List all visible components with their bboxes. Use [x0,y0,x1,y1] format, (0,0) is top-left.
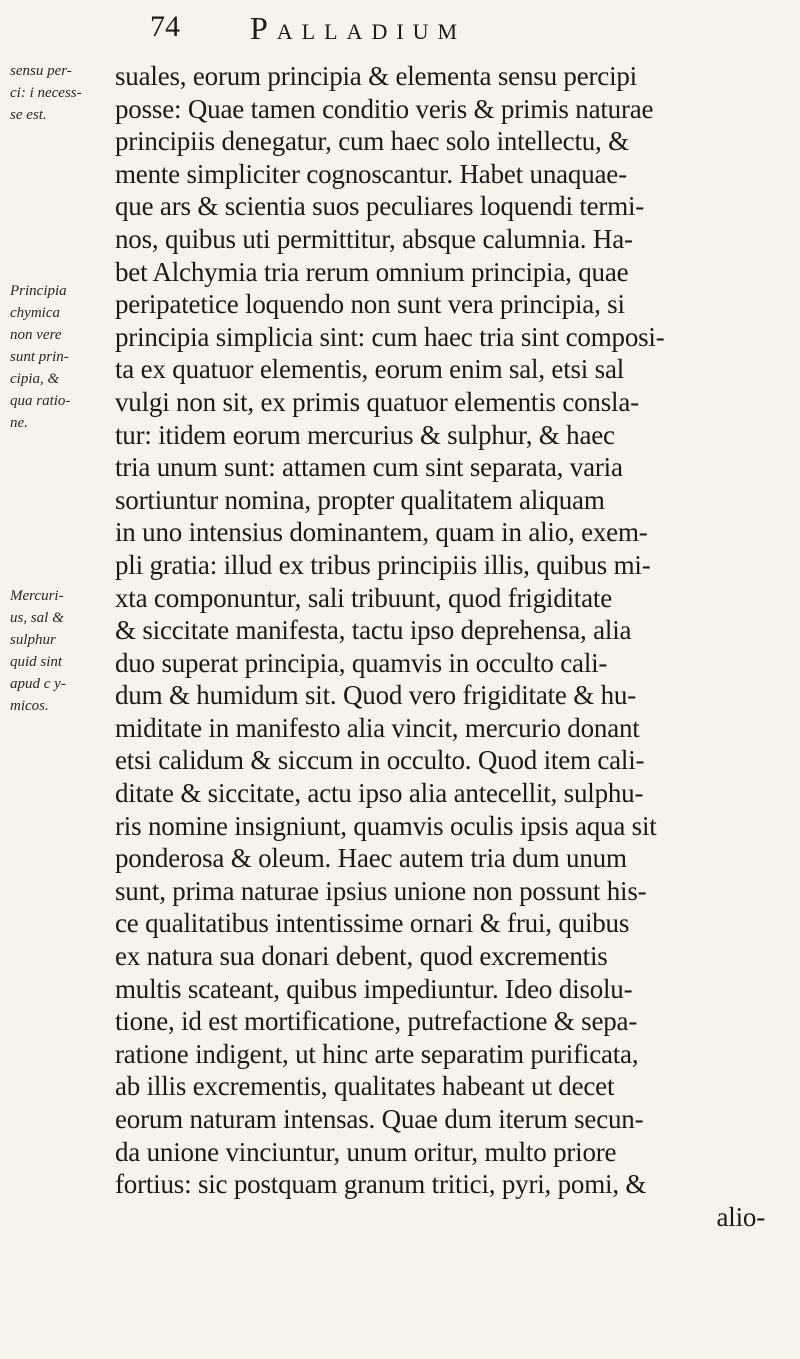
text-line: sortiuntur nomina, propter qualitatem aliquam [115,484,605,515]
running-title: Palladium [250,10,467,46]
margin-note-line: non vere [10,327,62,343]
text-line: ponderosa & oleum. Haec autem tria dum unum [115,843,627,874]
margin-note-mercurius [10,585,95,717]
text-line: tione, id est mortificatione, putrefactione & sepa- [115,1006,638,1037]
text-line: miditate in manifesto alia vincit, mercurio donant [115,712,640,743]
text-line: dum & humidum sit. Quod vero frigiditate & hu- [115,680,636,711]
margin-note-line: apud c y- [10,676,66,692]
text-line: in uno intensius dominantem, quam in alio, exem- [115,517,648,548]
text-line: nos, quibus uti permittitur, absque calumnia. Ha- [115,223,633,254]
margin-note-sensu [10,60,95,126]
margin-note-line: quid sint [10,654,63,670]
margin-note-line: ne. [10,415,28,431]
margin-note-principia [10,280,95,434]
text-line: duo superat principia, quamvis in occulto cali- [115,647,608,678]
text-line: ta ex quatuor elementis, eorum enim sal, etsi sal [115,354,625,385]
margin-note-line: sulphur [10,632,56,648]
margin-note-line: cipia, & [10,371,60,387]
text-line: tur: itidem eorum mercurius & sulphur, & haec [115,419,615,450]
margin-note-line: sunt prin- [10,349,69,365]
text-line: bet Alchymia tria rerum omnium principia, quae [115,256,629,287]
page-header [150,10,790,50]
margin-note-line: sensu per- [10,63,72,79]
text-line: fortius: sic postquam granum tritici, pyri, pomi, & [115,1169,647,1200]
margin-note-line: ci: i necess- [10,85,82,101]
text-line: pli gratia: illud ex tribus principiis illis, quibus mi- [115,549,651,580]
text-line: & siccitate manifesta, tactu ipso deprehensa, alia [115,615,632,646]
text-line: suales, eorum principia & elementa sensu percipi [115,61,637,91]
text-line: peripatetice loquendo non sunt vera principia, si [115,289,625,320]
text-line: etsi calidum & siccum in occulto. Quod item cali- [115,745,645,776]
margin-note-line: Mercuri- [10,588,64,604]
text-line: mente simpliciter cognoscantur. Habet unaquae- [115,158,627,189]
text-line: ris nomine insigniunt, quamvis oculis ipsis aqua sit [115,810,657,841]
page-number: 74 [150,10,180,43]
margin-note-line: chymica [10,305,60,321]
margin-note-line: se est. [10,107,47,123]
text-line: ex natura sua donari debent, quod excrementis [115,941,608,972]
text-line: vulgi non sit, ex primis quatuor elementis consla- [115,386,639,417]
text-line: sunt, prima naturae ipsius unione non possunt his- [115,875,647,906]
text-line: ditate & siccitate, actu ipso alia antecellit, sulphu- [115,778,644,809]
text-line: principiis denegatur, cum haec solo intellectu, & [115,126,629,157]
text-line: ce qualitatibus intentissime ornari & frui, quibus [115,908,630,939]
text-line: que ars & scientia suos peculiares loquendi termi- [115,191,645,222]
catchword: alio- [716,1201,765,1232]
text-line: principia simplicia sint: cum haec tria sint composi- [115,321,665,352]
text-line: multis scateant, quibus impediuntur. Ideo disolu- [115,973,633,1004]
margin-note-line: qua ratio- [10,393,71,409]
text-line: xta componuntur, sali tribuunt, quod frigiditate [115,582,612,613]
text-line: ratione indigent, ut hinc arte separatim purificata, [115,1038,639,1069]
text-line: posse: Quae tamen conditio veris & primis naturae [115,93,654,124]
margin-note-line: Principia [10,283,67,299]
text-line: ab illis excrementis, qualitates habeant ut decet [115,1071,615,1102]
text-line: eorum naturam intensas. Quae dum iterum secun- [115,1104,644,1134]
margin-note-line: micos. [10,698,49,714]
text-line: da unione vinciuntur, unum oritur, multo priore [115,1136,617,1167]
margin-note-line: us, sal & [10,610,64,626]
body-text [115,60,787,1233]
text-line: tria unum sunt: attamen cum sint separata, varia [115,452,623,483]
